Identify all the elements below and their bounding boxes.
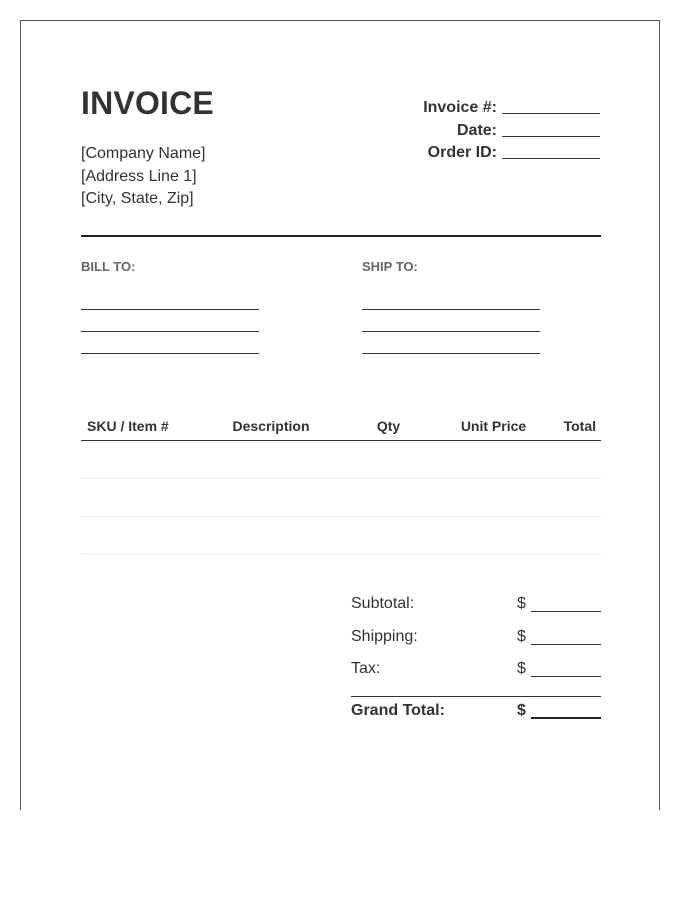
order-id-row (423, 142, 600, 165)
company-city-state-zip: [City, State, Zip] (81, 190, 194, 207)
tax-currency: $ (517, 660, 526, 677)
bill-to-label: BILL TO: (81, 259, 136, 274)
subtotal-currency: $ (517, 595, 526, 612)
ship-to-line-2[interactable] (362, 310, 540, 332)
subtotal-row (351, 595, 601, 628)
totals-divider (351, 696, 601, 697)
column-header-total: Total (563, 417, 596, 434)
totals-block (351, 595, 601, 734)
line-items-table (81, 411, 601, 555)
company-name: [Company Name] (81, 145, 206, 162)
grand-total-label: Grand Total: (351, 701, 445, 719)
grand-total-field[interactable] (531, 717, 601, 719)
invoice-meta (423, 97, 600, 165)
order-id-label: Order ID: (427, 144, 497, 161)
company-address-line-1: [Address Line 1] (81, 167, 197, 185)
shipping-row (351, 628, 601, 661)
column-header-description: Description (232, 417, 310, 434)
column-header-sku: SKU / Item # (87, 417, 169, 434)
bill-to-line-2[interactable] (81, 310, 259, 332)
table-row[interactable] (81, 479, 601, 517)
invoice-number-field[interactable] (502, 99, 600, 114)
bill-to-fields (81, 309, 259, 354)
invoice-number-label: Invoice #: (423, 99, 497, 116)
tax-field[interactable] (531, 676, 601, 677)
subtotal-label: Subtotal: (351, 595, 415, 612)
header-divider (81, 235, 601, 237)
shipping-field[interactable] (531, 644, 601, 645)
column-header-qty: Qty (376, 417, 401, 434)
bill-to-line-3[interactable] (81, 332, 259, 354)
company-block (81, 143, 206, 211)
order-id-field[interactable] (502, 144, 600, 159)
shipping-currency: $ (517, 627, 526, 645)
invoice-number-row (423, 97, 600, 120)
table-row[interactable] (81, 441, 601, 479)
date-row (423, 120, 600, 143)
table-header (81, 411, 601, 441)
invoice-title: INVOICE (81, 85, 214, 121)
grand-total-currency: $ (517, 701, 526, 719)
ship-to-label: SHIP TO: (362, 259, 418, 274)
subtotal-field[interactable] (531, 611, 601, 612)
date-label: Date: (456, 121, 497, 139)
column-header-unit-price: Unit Price (460, 417, 527, 434)
grand-total-row (351, 702, 601, 735)
table-row[interactable] (81, 517, 601, 555)
tax-label: Tax: (351, 660, 381, 677)
tax-row (351, 660, 601, 693)
date-field[interactable] (502, 122, 600, 137)
ship-to-fields (362, 309, 540, 354)
invoice-sheet (20, 20, 660, 810)
shipping-label: Shipping: (351, 627, 418, 645)
ship-to-line-3[interactable] (362, 332, 540, 354)
